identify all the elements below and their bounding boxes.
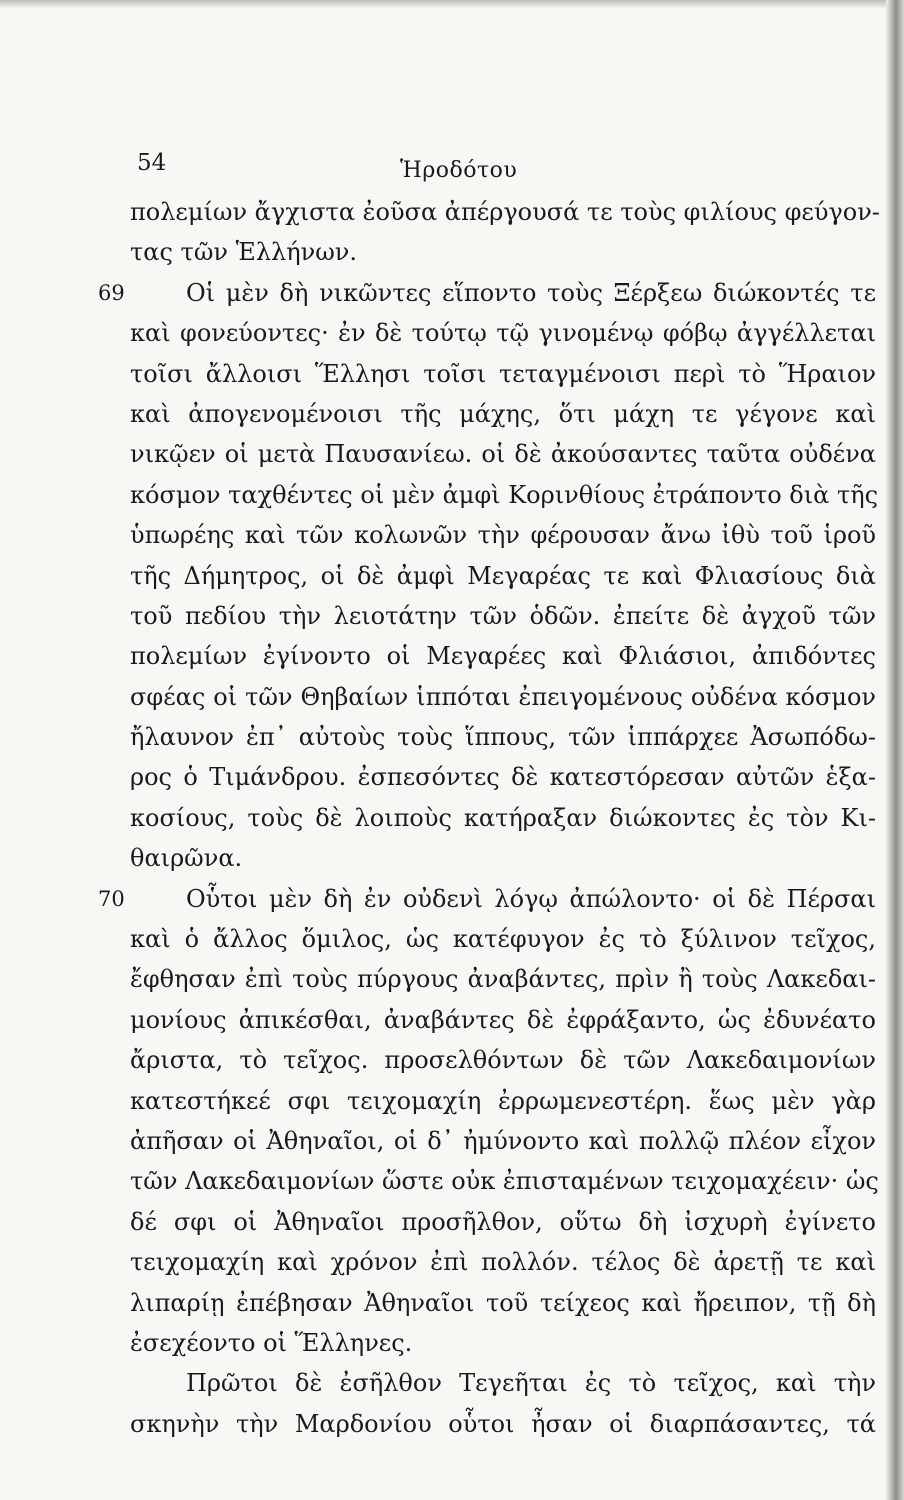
page-header: [137, 150, 787, 190]
text-line: [96, 273, 876, 313]
text-line: [96, 1242, 876, 1282]
page-binding-edge: [886, 0, 904, 1500]
line-text: ὑπωρέης καὶ τῶν κολωνῶν τὴν φέρουσαν ἄνω ἰθὺ τοῦ ἱροῦ: [130, 521, 876, 550]
line-text: ἤλαυνον ἐπ᾽ αὐτοὺς τοὺς ἵππους, τῶν ἱππάρχεε Ἀσωπόδω-: [130, 723, 876, 752]
text-line: [96, 354, 876, 394]
text-line: [96, 1121, 876, 1161]
text-line: [96, 1000, 876, 1040]
line-text: νικῷεν οἱ μετὰ Παυσανίεω. οἱ δὲ ἀκούσαντες ταῦτα οὐδένα: [130, 440, 876, 469]
line-text: δέ σφι οἱ Ἀθηναῖοι προσῆλθον, οὕτω δὴ ἰσχυρὴ ἐγίνετο: [130, 1207, 876, 1236]
section-number: 70: [98, 886, 125, 911]
text-line: [96, 1323, 876, 1363]
text-line: [96, 1040, 876, 1080]
line-text: τας τῶν Ἑλλήνων.: [130, 238, 357, 267]
line-text: ρος ὁ Τιμάνδρου. ἐσπεσόντες δὲ κατεστόρεσαν αὐτῶν ἑξα-: [130, 763, 876, 792]
text-line: [96, 556, 876, 596]
line-text: κατεστήκεέ σφι τειχομαχίη ἐρρωμενεστέρη. ἕως μὲν γὰρ: [130, 1086, 876, 1115]
line-text: Οἱ μὲν δὴ νικῶντες εἵποντο τοὺς Ξέρξεω διώκοντές τε: [186, 278, 876, 307]
line-text: καὶ ἀπογενομένοισι τῆς μάχης, ὅτι μάχη τε γέγονε καὶ: [130, 399, 876, 428]
line-text: καὶ φονεύοντες· ἐν δὲ τούτῳ τῷ γινομένῳ φόβῳ ἀγγέλλεται: [130, 319, 876, 348]
line-text: κοσίους, τοὺς δὲ λοιποὺς κατήραξαν διώκοντες ἐς τὸν Κι-: [130, 803, 876, 832]
text-line: [96, 879, 876, 919]
text-line: [96, 959, 876, 999]
line-text: ἀπῆσαν οἱ Ἀθηναῖοι, οἱ δ᾽ ἠμύνοντο καὶ πολλῷ πλέον εἶχον: [130, 1126, 876, 1155]
page-top-edge: [0, 0, 904, 8]
text-line: [96, 636, 876, 676]
text-line: [96, 717, 876, 757]
text-line: [96, 1081, 876, 1121]
line-text: τειχομαχίη καὶ χρόνον ἐπὶ πολλόν. τέλος δὲ ἀρετῇ τε καὶ: [130, 1248, 876, 1277]
text-line: [96, 313, 876, 353]
text-line: [96, 798, 876, 838]
line-text: τῶν Λακεδαιμονίων ὥστε οὐκ ἐπισταμένων τειχομαχέειν· ὡς: [130, 1167, 879, 1196]
line-text: ἔφθησαν ἐπὶ τοὺς πύργους ἀναβάντες, πρὶν ἢ τοὺς Λακεδαι-: [130, 965, 876, 994]
text-line: [96, 596, 876, 636]
line-text: καὶ ὁ ἄλλος ὅμιλος, ὡς κατέφυγον ἐς τὸ ξύλινον τεῖχος,: [130, 925, 876, 954]
line-text: τῆς Δήμητρος, οἱ δὲ ἀμφὶ Μεγαρέας τε καὶ Φλιασίους διὰ: [130, 561, 876, 590]
text-line: [96, 1161, 879, 1201]
text-line: [96, 232, 876, 272]
text-line: [96, 838, 876, 878]
line-text: σφέας οἱ τῶν Θηβαίων ἱππόται ἐπειγομένους οὐδένα κόσμον: [130, 682, 876, 711]
text-line: [96, 1363, 876, 1403]
section-number: 69: [98, 280, 125, 305]
text-line: [96, 1404, 876, 1444]
text-line: [96, 434, 876, 474]
line-text: Πρῶτοι δὲ ἐσῆλθον Τεγεῆται ἐς τὸ τεῖχος, καὶ τὴν: [186, 1369, 876, 1398]
text-line: [96, 757, 876, 797]
text-line: [96, 677, 876, 717]
line-text: μονίους ἀπικέσθαι, ἀναβάντες δὲ ἐφράξαντο, ὡς ἐδυνέατο: [130, 1005, 876, 1034]
text-line: [96, 394, 876, 434]
text-line: [96, 515, 876, 555]
running-head: Ἡροδότου: [400, 158, 518, 183]
line-text: τοῦ πεδίου τὴν λειοτάτην τῶν ὁδῶν. ἐπείτε δὲ ἀγχοῦ τῶν: [130, 601, 876, 630]
line-text: πολεμίων ἄγχιστα ἐοῦσα ἀπέργουσά τε τοὺς φιλίους φεύγον-: [130, 198, 880, 226]
line-text: θαιρῶνα.: [130, 844, 243, 873]
text-line: [96, 919, 876, 959]
text-line: [96, 192, 880, 232]
line-text: σκηνὴν τὴν Μαρδονίου οὗτοι ἦσαν οἱ διαρπάσαντες, τά: [130, 1409, 876, 1438]
line-text: ἄριστα, τὸ τεῖχος. προσελθόντων δὲ τῶν Λακεδαιμονίων: [130, 1046, 876, 1075]
body-text: [96, 192, 880, 1444]
text-line: [96, 1202, 876, 1242]
line-text: λιπαρίῃ ἐπέβησαν Ἀθηναῖοι τοῦ τείχεος καὶ ἤρειπον, τῇ δὴ: [130, 1288, 876, 1317]
page-number: 54: [137, 150, 167, 176]
line-text: τοῖσι ἄλλοισι Ἕλλησι τοῖσι τεταγμένοισι περὶ τὸ Ἥραιον: [130, 359, 876, 388]
line-text: Οὗτοι μὲν δὴ ἐν οὐδενὶ λόγῳ ἀπώλοντο· οἱ δὲ Πέρσαι: [186, 884, 876, 913]
text-line: [96, 1283, 876, 1323]
text-line: [96, 475, 879, 515]
line-text: πολεμίων ἐγίνοντο οἱ Μεγαρέες καὶ Φλιάσιοι, ἀπιδόντες: [130, 642, 876, 671]
line-text: ἐσεχέοντο οἱ Ἕλληνες.: [130, 1328, 413, 1357]
line-text: κόσμον ταχθέντες οἱ μὲν ἀμφὶ Κορινθίους ἐτράποντο διὰ τῆς: [130, 480, 879, 509]
